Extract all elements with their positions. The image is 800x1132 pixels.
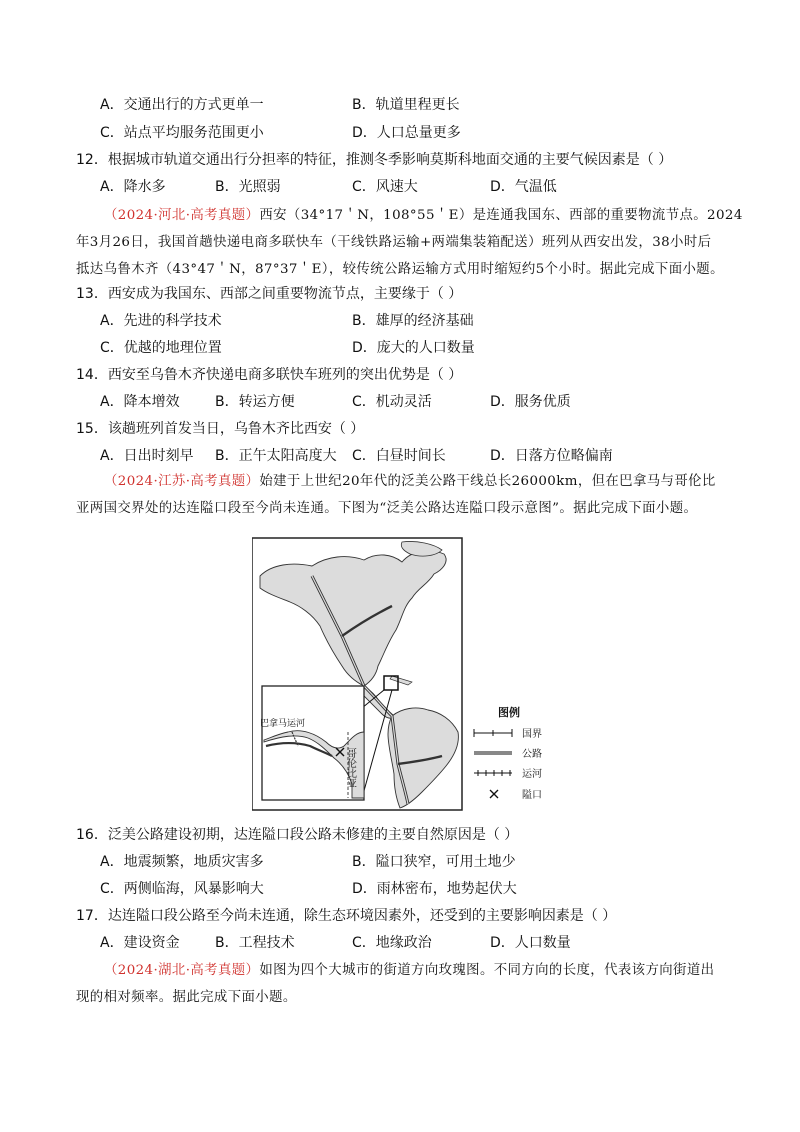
passage-hubei-line-2: 现的相对频率。据此完成下面小题。 [76, 990, 297, 1005]
q13-option-b: B．雄厚的经济基础 [352, 313, 474, 329]
q14-option-b: B．转运方便 [215, 394, 295, 410]
q16-option-d: D．雨林密布，地势起伏大 [352, 881, 517, 897]
legend-border-label: 国界 [522, 729, 542, 740]
legend-canal-label: 运河 [522, 769, 542, 780]
q15-stem-row [0, 418, 800, 440]
passage-hebei-source: （2024·河北·高考真题） [104, 208, 260, 223]
q12-option-d: D．气温低 [490, 179, 557, 195]
passage-hebei-line-1 [76, 202, 743, 229]
q17-stem: 17．达连隘口段公路至今尚未连通，除生态环境因素外，还受到的主要影响因素是（ ） [76, 908, 617, 924]
passage-hubei [76, 957, 726, 1011]
q16-stem-row [0, 824, 800, 846]
q13-options-row-1 [0, 310, 800, 332]
q11-option-a: A．交通出行的方式更单一 [100, 97, 264, 113]
q17-option-d: D．人口数量 [490, 935, 571, 951]
q14-option-d: D．服务优质 [490, 394, 571, 410]
q12-options-row [0, 176, 800, 198]
q12-option-a: A．降水多 [100, 179, 166, 195]
q16-options-row-2 [0, 878, 800, 900]
passage-jiangsu-line-1-text: 始建于上世纪20年代的泛美公路干线总长26000km，但在巴拿马与哥伦比 [259, 474, 716, 489]
q14-option-a: A．降本增效 [100, 394, 180, 410]
q15-option-a: A．日出时刻早 [100, 448, 194, 464]
q16-option-a: A．地震频繁，地质灾害多 [100, 854, 264, 870]
legend-highway-label: 公路 [522, 749, 542, 760]
passage-hubei-line-1 [76, 957, 726, 984]
legend-pass-label: 隘口 [522, 790, 542, 801]
q11-option-b: B．轨道里程更长 [352, 97, 460, 113]
passage-jiangsu [76, 468, 726, 522]
q13-option-c: C．优越的地理位置 [100, 340, 222, 356]
q13-option-a: A．先进的科学技术 [100, 313, 222, 329]
q11-option-c: C．站点平均服务范围更小 [100, 125, 264, 141]
q16-stem: 16．泛美公路建设初期，达连隘口段公路未修建的主要自然原因是（ ） [76, 827, 519, 843]
q12-option-c: C．风速大 [352, 179, 418, 195]
q11-options-row-2 [0, 122, 800, 144]
q12-stem-row [0, 149, 800, 171]
q16-option-c: C．两侧临海，风暴影响大 [100, 881, 264, 897]
passage-hubei-source: （2024·湖北·高考真题） [104, 963, 260, 978]
passage-hebei-line-3: 抵达乌鲁木齐（43°47＇N，87°37＇E），较传统公路运输方式用时缩短约5个小时。据此完成下面小题。 [76, 262, 724, 277]
map-svg [252, 536, 570, 814]
inset-country-label: 哥伦比亚 [344, 748, 356, 788]
q15-option-d: D．日落方位略偏南 [490, 448, 613, 464]
q12-option-b: B．光照弱 [215, 179, 281, 195]
q14-stem: 14．西安至乌鲁木齐快递电商多联快车班列的突出优势是（ ） [76, 367, 463, 383]
q16-options-row-1 [0, 851, 800, 873]
q14-stem-row [0, 364, 800, 386]
q12-stem: 12．根据城市轨道交通出行分担率的特征，推测冬季影响莫斯科地面交通的主要气候因素是（ ） [76, 152, 673, 168]
passage-hebei-line-2: 年3月26日，我国首趟快递电商多联快车（干线铁路运输+两端集装箱配送）班列从西安出发，38小时后 [76, 235, 712, 250]
passage-hebei [76, 202, 743, 283]
pan-american-highway-map [252, 536, 570, 814]
q13-stem-row [0, 283, 800, 305]
q17-option-a: A．建设资金 [100, 935, 180, 951]
q15-option-c: C．白昼时间长 [352, 448, 446, 464]
passage-jiangsu-line-1 [76, 468, 726, 495]
q16-option-b: B．隘口狭窄，可用土地少 [352, 854, 516, 870]
legend-title: 图例 [498, 706, 520, 719]
passage-hebei-line-1-text: 西安（34°17＇N，108°55＇E）是连通我国东、西部的重要物流节点。2024 [259, 208, 743, 223]
q13-options-row-2 [0, 337, 800, 359]
q13-option-d: D．庞大的人口数量 [352, 340, 475, 356]
q14-options-row [0, 391, 800, 413]
q11-options-row-1 [0, 94, 800, 116]
q11-option-d: D．人口总量更多 [352, 125, 461, 141]
inset-canal-label: 巴拿马运河 [260, 719, 306, 729]
passage-hubei-line-1-text: 如图为四个大城市的街道方向玫瑰图。不同方向的长度，代表该方向街道出 [259, 963, 715, 978]
q15-options-row [0, 445, 800, 467]
q17-option-b: B．工程技术 [215, 935, 295, 951]
q17-option-c: C．地缘政治 [352, 935, 432, 951]
q17-options-row [0, 932, 800, 954]
q15-stem: 15．该趟班列首发当日，乌鲁木齐比西安（ ） [76, 421, 365, 437]
q13-stem: 13．西安成为我国东、西部之间重要物流节点，主要缘于（ ） [76, 286, 463, 302]
q14-option-c: C．机动灵活 [352, 394, 432, 410]
q15-option-b: B．正午太阳高度大 [215, 448, 337, 464]
passage-jiangsu-source: （2024·江苏·高考真题） [104, 474, 260, 489]
passage-jiangsu-line-2: 亚两国交界处的达连隘口段至今尚未连通。下图为“泛美公路达连隘口段示意图”。据此完成下面小题。 [76, 501, 698, 516]
q17-stem-row [0, 905, 800, 927]
